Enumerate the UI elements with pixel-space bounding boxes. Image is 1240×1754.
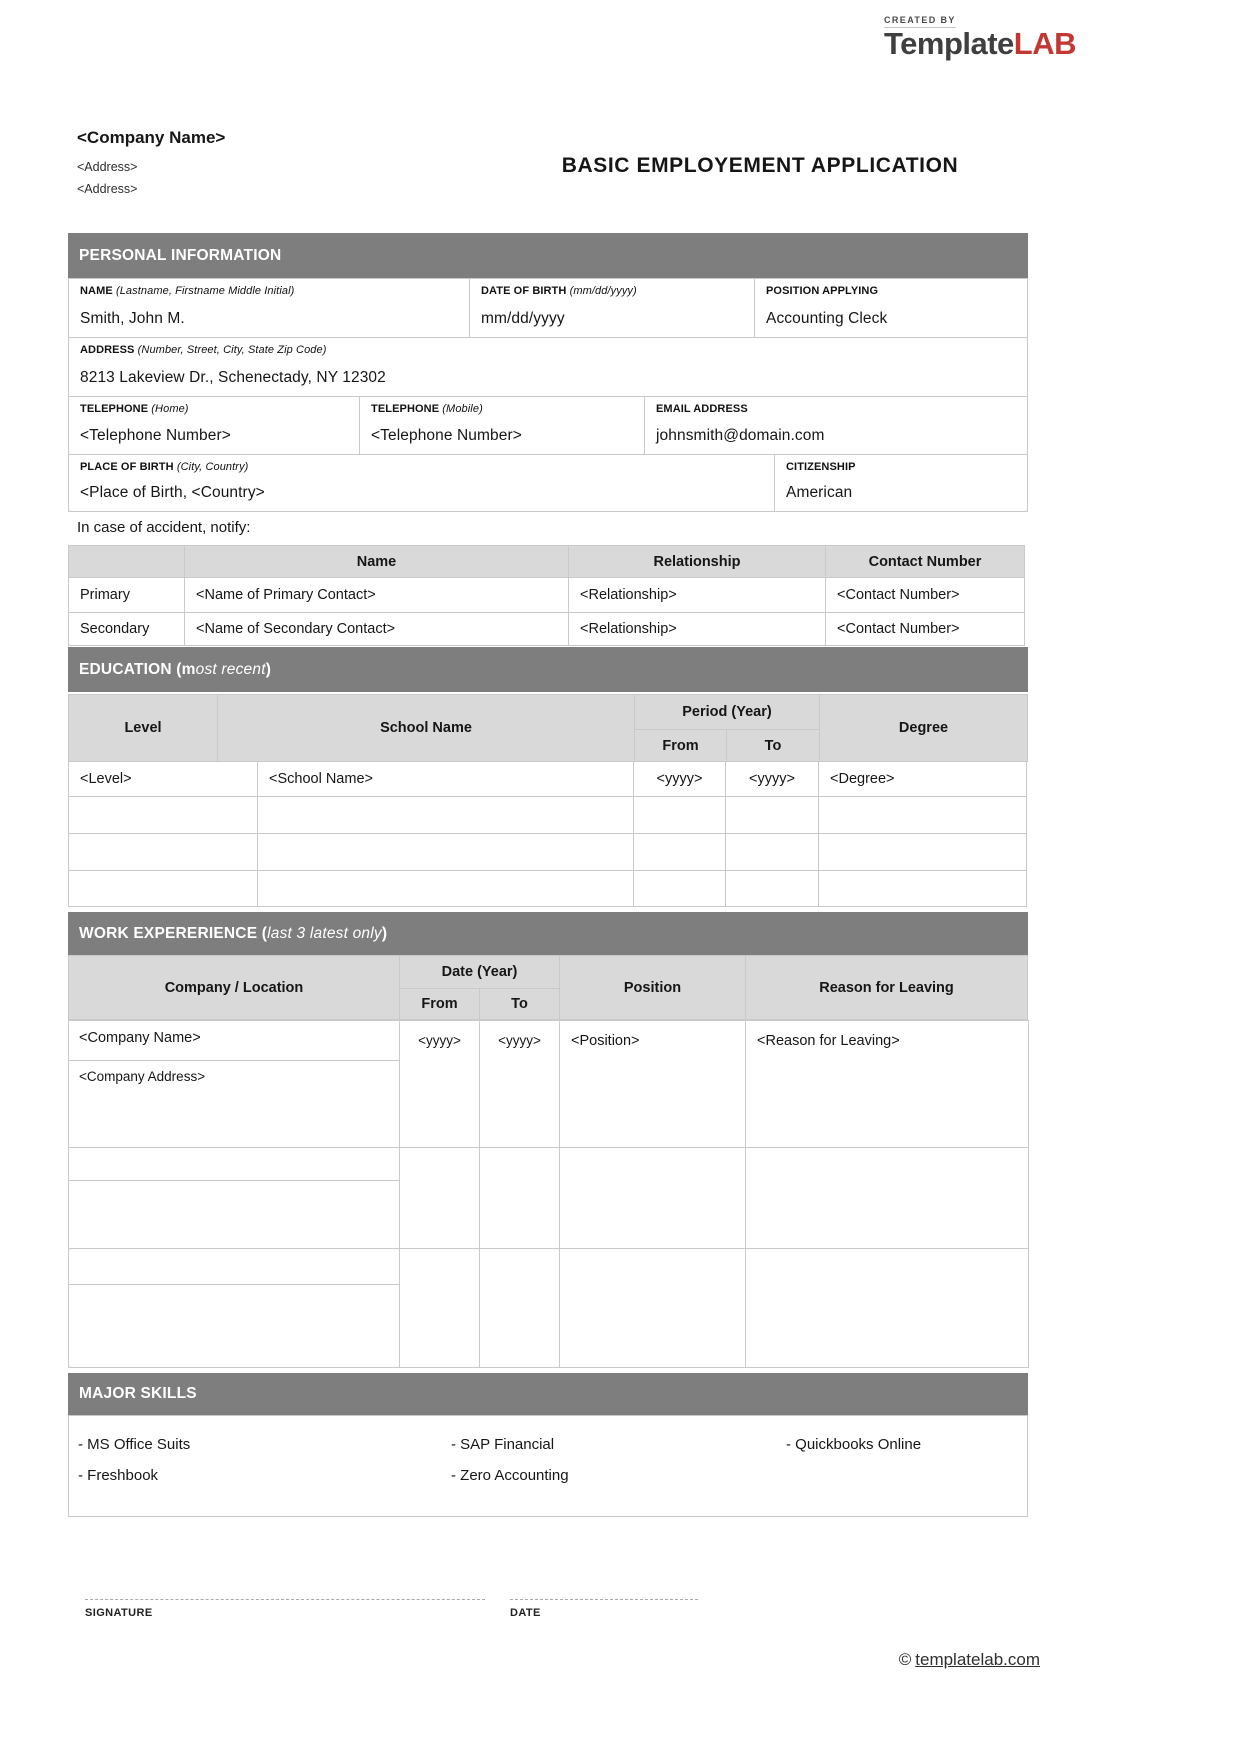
education-to-cell[interactable]	[725, 870, 819, 907]
emergency-secondary-name[interactable]: <Name of Secondary Contact>	[184, 612, 569, 646]
work-header-to: To	[479, 988, 560, 1020]
citizenship-value[interactable]: American	[786, 484, 853, 501]
emergency-primary-type: Primary	[68, 577, 185, 613]
logo-brand-accent: LAB	[1013, 26, 1077, 61]
work-company-location-cell	[68, 1020, 400, 1148]
education-header-from: From	[634, 729, 727, 762]
skill-item: - MS Office Suits	[78, 1436, 191, 1453]
position-applying-value[interactable]: Accounting Cleck	[766, 310, 888, 327]
education-degree-cell[interactable]	[818, 796, 1027, 834]
place-of-birth-value[interactable]: <Place of Birth, <Country>	[80, 484, 265, 501]
education-header-level: Level	[68, 694, 218, 762]
logo-brand-text	[884, 28, 1076, 60]
work-company-name[interactable]: <Company Name>	[69, 1021, 399, 1061]
telephone-mobile-hint: (Mobile)	[442, 403, 483, 415]
signature-label: SIGNATURE	[85, 1607, 153, 1619]
telephone-home-hint: (Home)	[151, 403, 189, 415]
telephone-home-value[interactable]: <Telephone Number>	[80, 427, 231, 444]
copyright	[899, 1650, 1040, 1670]
education-header-degree: Degree	[819, 694, 1028, 762]
logo-created-by-label: CREATED BY	[884, 15, 956, 28]
company-address-line-1[interactable]: <Address>	[77, 160, 138, 174]
personal-row-3	[68, 396, 1028, 455]
emergency-primary-name[interactable]: <Name of Primary Contact>	[184, 577, 569, 613]
address-field[interactable]	[68, 337, 1028, 397]
work-entry-1	[68, 1020, 1029, 1148]
emergency-primary-relationship[interactable]: <Relationship>	[568, 577, 826, 613]
emergency-header-relationship: Relationship	[568, 545, 826, 578]
skill-item: - Freshbook	[78, 1467, 159, 1484]
work-reason-cell[interactable]	[745, 1147, 1029, 1249]
personal-section-title: PERSONAL INFORMATION	[79, 246, 282, 264]
name-field[interactable]	[68, 278, 470, 338]
education-degree-cell[interactable]	[818, 870, 1027, 907]
place-of-birth-field[interactable]	[68, 454, 775, 512]
document-title: BASIC EMPLOYEMENT APPLICATION	[561, 154, 959, 177]
personal-row-2	[68, 337, 1028, 397]
skills-section-title: MAJOR SKILLS	[79, 1385, 197, 1402]
work-from-cell[interactable]: <yyyy>	[399, 1020, 480, 1148]
work-company-location-cell	[68, 1147, 400, 1249]
work-table-body	[68, 1020, 1029, 1368]
education-table-body	[68, 761, 1027, 907]
templatelab-logo	[884, 10, 1076, 60]
work-header-date-year: Date (Year)	[399, 955, 560, 989]
work-table-header	[68, 955, 1028, 1020]
name-hint: (Lastname, Firstname Middle Initial)	[115, 285, 295, 297]
education-header-to: To	[726, 729, 820, 762]
education-school-cell[interactable]	[257, 870, 634, 907]
emergency-secondary-row	[68, 612, 1025, 646]
place-of-birth-label: PLACE OF BIRTH (City, Country)	[80, 461, 249, 473]
work-to-cell[interactable]: <yyyy>	[479, 1020, 560, 1148]
work-position-cell[interactable]	[559, 1248, 746, 1368]
education-level-cell[interactable]: <Level>	[68, 761, 258, 797]
signature-line[interactable]	[85, 1591, 485, 1600]
education-header-period: Period (Year)	[634, 694, 820, 730]
telephone-mobile-field[interactable]	[359, 396, 645, 455]
education-level-cell[interactable]	[68, 796, 258, 834]
education-from-cell[interactable]: <yyyy>	[633, 761, 726, 797]
address-label: ADDRESS (Number, Street, City, State Zip Code)	[80, 344, 327, 356]
education-to-cell[interactable]: <yyyy>	[725, 761, 819, 797]
education-to-cell[interactable]	[725, 833, 819, 871]
work-from-cell[interactable]	[399, 1248, 480, 1368]
work-company-address[interactable]	[69, 1285, 399, 1367]
education-to-cell[interactable]	[725, 796, 819, 834]
date-of-birth-field[interactable]	[469, 278, 755, 338]
work-header-from: From	[399, 988, 480, 1020]
work-entry-2	[68, 1147, 1029, 1249]
date-of-birth-value[interactable]: mm/dd/yyyy	[481, 310, 565, 327]
work-header-position: Position	[559, 955, 746, 1020]
work-entry-3	[68, 1248, 1029, 1368]
emergency-contacts-table	[68, 545, 1025, 646]
work-to-cell[interactable]	[479, 1147, 560, 1249]
section-header-major-skills	[68, 1373, 1028, 1415]
skill-item: - SAP Financial	[451, 1436, 555, 1453]
email-field[interactable]	[644, 396, 1028, 455]
telephone-mobile-label: TELEPHONE (Mobile)	[371, 403, 483, 415]
work-section-title: WORK EXPERERIENCE (last 3 latest only)	[79, 924, 388, 942]
emergency-secondary-contact[interactable]: <Contact Number>	[825, 612, 1025, 646]
copyright-symbol: ©	[898, 1650, 912, 1669]
work-header-reason-for-leaving: Reason for Leaving	[745, 955, 1028, 1020]
education-row-4	[68, 870, 1027, 907]
company-address-line-2[interactable]: <Address>	[77, 182, 138, 196]
personal-row-1	[68, 278, 1028, 338]
section-header-education	[68, 647, 1028, 692]
education-level-cell[interactable]	[68, 870, 258, 907]
emergency-secondary-type: Secondary	[68, 612, 185, 646]
education-school-cell[interactable]: <School Name>	[257, 761, 634, 797]
emergency-primary-contact[interactable]: <Contact Number>	[825, 577, 1025, 613]
skills-row-2	[78, 1460, 1027, 1491]
emergency-primary-row	[68, 577, 1025, 613]
date-label: DATE	[510, 1607, 541, 1619]
work-from-cell[interactable]	[399, 1147, 480, 1249]
citizenship-label: CITIZENSHIP	[786, 461, 856, 473]
emergency-header-contact-number: Contact Number	[825, 545, 1025, 578]
work-reason-cell[interactable]: <Reason for Leaving>	[745, 1020, 1029, 1148]
education-row-1	[68, 761, 1027, 797]
email-label: EMAIL ADDRESS	[656, 403, 748, 415]
skills-list[interactable]	[68, 1415, 1028, 1517]
citizenship-field[interactable]	[774, 454, 1028, 512]
education-from-cell[interactable]	[633, 870, 726, 907]
education-header-school-name: School Name	[217, 694, 635, 762]
position-applying-field[interactable]	[754, 278, 1028, 338]
education-level-cell[interactable]	[68, 833, 258, 871]
accident-notify-note: In case of accident, notify:	[77, 519, 251, 536]
emergency-header-name: Name	[184, 545, 569, 578]
work-header-company-location: Company / Location	[68, 955, 400, 1020]
work-company-location-cell	[68, 1248, 400, 1368]
work-company-name[interactable]	[69, 1148, 399, 1181]
work-company-address[interactable]	[69, 1181, 399, 1248]
work-to-cell[interactable]	[479, 1248, 560, 1368]
education-section-title: EDUCATION (most recent)	[79, 660, 272, 678]
place-of-birth-hint: (City, Country)	[176, 461, 249, 473]
skill-item: - Zero Accounting	[451, 1467, 569, 1484]
education-from-cell[interactable]	[633, 833, 726, 871]
telephone-home-label: TELEPHONE (Home)	[80, 403, 189, 415]
work-company-name[interactable]	[69, 1249, 399, 1285]
section-header-personal-information	[68, 233, 1028, 278]
date-line[interactable]	[510, 1591, 698, 1600]
work-position-cell[interactable]: <Position>	[559, 1020, 746, 1148]
copyright-link[interactable]: templatelab.com	[915, 1650, 1040, 1669]
telephone-home-field[interactable]	[68, 396, 360, 455]
email-value[interactable]: johnsmith@domain.com	[656, 427, 825, 444]
logo-brand-primary: Template	[884, 26, 1014, 61]
personal-row-4	[68, 454, 1028, 512]
position-applying-label: POSITION APPLYING	[766, 285, 879, 297]
work-position-cell[interactable]	[559, 1147, 746, 1249]
education-row-2	[68, 796, 1027, 834]
name-label: NAME (Lastname, Firstname Middle Initial)	[80, 285, 295, 297]
education-row-3	[68, 833, 1027, 871]
skill-item: - Quickbooks Online	[786, 1436, 922, 1453]
emergency-header-row	[68, 545, 1025, 578]
emergency-secondary-relationship[interactable]: <Relationship>	[568, 612, 826, 646]
education-school-cell[interactable]	[257, 796, 634, 834]
signature-block	[85, 1591, 485, 1619]
company-name-placeholder[interactable]: <Company Name>	[77, 128, 226, 147]
education-degree-cell[interactable]	[818, 833, 1027, 871]
work-reason-cell[interactable]	[745, 1248, 1029, 1368]
date-of-birth-hint: (mm/dd/yyyy)	[569, 285, 637, 297]
date-of-birth-label: DATE OF BIRTH (mm/dd/yyyy)	[481, 285, 637, 297]
address-value[interactable]: 8213 Lakeview Dr., Schenectady, NY 12302	[80, 369, 386, 386]
education-degree-cell[interactable]: <Degree>	[818, 761, 1027, 797]
education-table-header	[68, 694, 1028, 762]
section-header-work-experience	[68, 912, 1028, 955]
work-company-address[interactable]: <Company Address>	[79, 1069, 206, 1084]
education-from-cell[interactable]	[633, 796, 726, 834]
name-value[interactable]: Smith, John M.	[80, 310, 185, 327]
emergency-header-blank	[68, 545, 185, 578]
date-block	[510, 1591, 698, 1619]
skills-row-1	[78, 1429, 1027, 1460]
telephone-mobile-value[interactable]: <Telephone Number>	[371, 427, 522, 444]
address-hint: (Number, Street, City, State Zip Code)	[137, 344, 327, 356]
education-school-cell[interactable]	[257, 833, 634, 871]
